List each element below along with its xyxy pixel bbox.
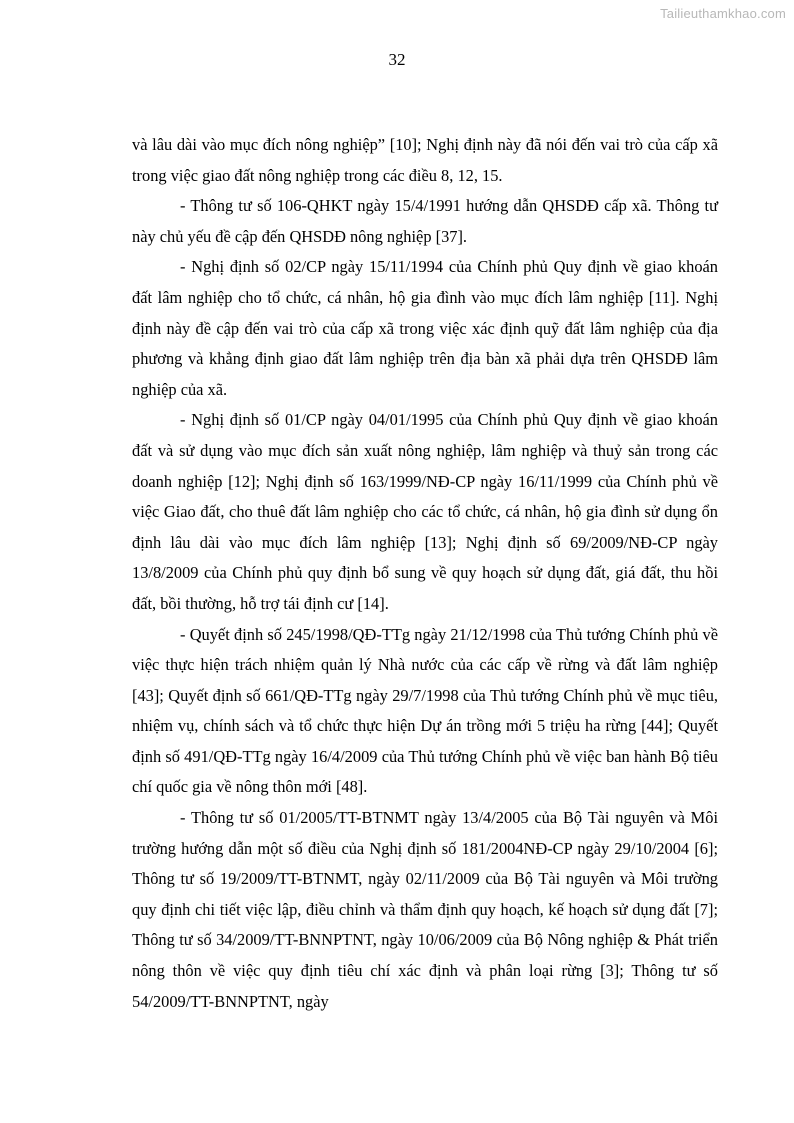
watermark-text: Tailieuthamkhao.com	[660, 6, 786, 21]
paragraph-4: - Nghị định số 01/CP ngày 04/01/1995 của Chính phủ Quy định về giao khoán đất và sử dụng vào mục đích sản xuất nông nghiệp, lâm nghiệp và thuỷ sản trong các doanh nghiệp [12]; Nghị định số 163/1999/NĐ-CP ngày 16/11/1999 của Chính phủ về việc Giao đất, cho thuê đất lâm nghiệp cho các tổ chức, cá nhân, hộ gia đình sử dụng ổn định lâu dài vào mục đích lâm nghiệp [13]; Nghị định số 69/2009/NĐ-CP ngày 13/8/2009 của Chính phủ quy định bổ sung về quy hoạch sử dụng đất, giá đất, thu hồi đất, bồi thường, hỗ trợ tái định cư [14].	[132, 410, 718, 613]
document-body	[132, 130, 718, 1017]
paragraph-6: - Thông tư số 01/2005/TT-BTNMT ngày 13/4/2005 của Bộ Tài nguyên và Môi trường hướng dẫn một số điều của Nghị định số 181/2004NĐ-CP ngày 29/10/2004 [6]; Thông tư số 19/2009/TT-BTNMT, ngày 02/11/2009 của Bộ Tài nguyên và Môi trường quy định chi tiết việc lập, điều chỉnh và thẩm định quy hoạch, kế hoạch sử dụng đất [7]; Thông tư số 34/2009/TT-BNNPTNT, ngày 10/06/2009 của Bộ Nông nghiệp & Phát triển nông thôn về việc quy định tiêu chí xác định và phân loại rừng [3]; Thông tư số 54/2009/TT-BNNPTNT, ngày	[132, 808, 718, 1011]
paragraph-1: và lâu dài vào mục đích nông nghiệp” [10]; Nghị định này đã nói đến vai trò của cấp xã trong việc giao đất nông nghiệp trong các điều 8, 12, 15.	[132, 135, 718, 185]
paragraph-2: - Thông tư số 106-QHKT ngày 15/4/1991 hướng dẫn QHSDĐ cấp xã. Thông tư này chủ yếu đề cập đến QHSDĐ nông nghiệp [37].	[132, 196, 718, 246]
page-number: 32	[388, 50, 406, 69]
paragraph-3: - Nghị định số 02/CP ngày 15/11/1994 của Chính phủ Quy định về giao khoán đất lâm nghiệp cho tổ chức, cá nhân, hộ gia đình vào mục đích lâm nghiệp [11]. Nghị định này đề cập đến vai trò của cấp xã trong việc xác định quỹ đất lâm nghiệp của địa phương và khẳng định giao đất lâm nghiệp trên địa bàn xã phải dựa trên QHSDĐ lâm nghiệp của xã.	[132, 257, 718, 399]
paragraph-5: - Quyết định số 245/1998/QĐ-TTg ngày 21/12/1998 của Thủ tướng Chính phủ về việc thực hiện trách nhiệm quản lý Nhà nước của các cấp về rừng và đất lâm nghiệp [43]; Quyết định số 661/QĐ-TTg ngày 29/7/1998 của Thủ tướng Chính phủ về mục tiêu, nhiệm vụ, chính sách và tổ chức thực hiện Dự án trồng mới 5 triệu ha rừng [44]; Quyết định số 491/QĐ-TTg ngày 16/4/2009 của Thủ tướng Chính phủ về việc ban hành Bộ tiêu chí quốc gia về nông thôn mới [48].	[132, 624, 718, 797]
